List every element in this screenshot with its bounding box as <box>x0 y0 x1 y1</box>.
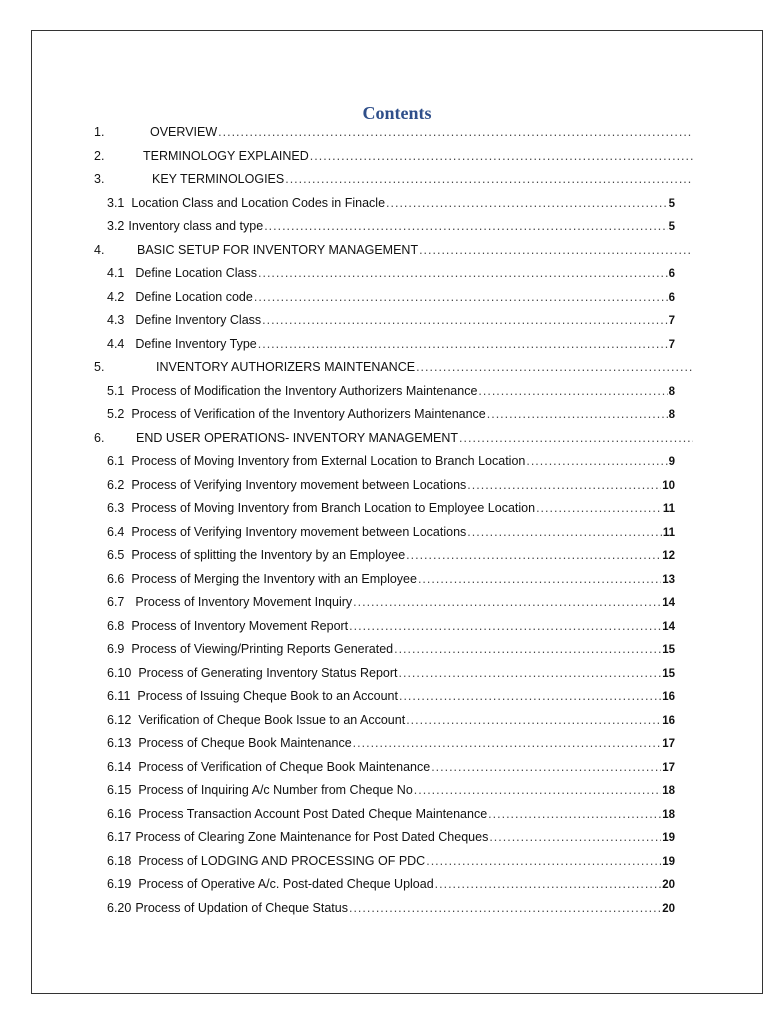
toc-entry[interactable] <box>107 337 675 361</box>
toc-dot-leader <box>459 431 693 445</box>
toc-entry-title: Process of Verifying Inventory movement between Locations <box>131 524 467 539</box>
toc-entry[interactable] <box>107 830 675 854</box>
toc-entry[interactable] <box>107 877 675 901</box>
toc-entry-number: 6.12 <box>107 712 132 727</box>
toc-entry-title: Process of splitting the Inventory by an Employee <box>131 548 406 562</box>
toc-page-number: 20 <box>662 879 675 891</box>
toc-page-number: 11 <box>662 503 675 515</box>
toc-dot-leader <box>399 666 662 680</box>
toc-entry-title: Process of Moving Inventory from External Location to Branch Location <box>131 454 526 468</box>
toc-entry[interactable] <box>107 666 675 690</box>
toc-dot-leader <box>488 807 661 821</box>
toc-entry-number: 1. <box>94 125 105 139</box>
toc-entry-number: 6.16 <box>107 806 132 821</box>
toc-entry-title: Process of Inventory Movement Inquiry <box>135 595 353 609</box>
toc-entry-number: 3.1 <box>107 195 125 210</box>
toc-dot-leader <box>489 830 661 844</box>
toc-entry-number: 6.8 <box>107 618 125 633</box>
toc-entry-number: 6.20 <box>107 900 132 915</box>
toc-entry[interactable] <box>107 384 675 408</box>
toc-entry-number: 6.14 <box>107 759 132 774</box>
toc-entry-title: Process of Moving Inventory from Branch Location to Employee Location <box>131 501 536 515</box>
toc-entry[interactable] <box>107 313 675 337</box>
toc-page-number: 17 <box>662 761 675 774</box>
toc-entry[interactable] <box>107 219 675 243</box>
toc-dot-leader <box>310 149 693 163</box>
toc-entry-number: 6.3 <box>107 501 125 515</box>
toc-entry-title: Process of Inventory Movement Report <box>131 618 349 633</box>
toc-dot-leader <box>399 689 661 703</box>
toc-dot-leader <box>218 125 693 139</box>
toc-entry[interactable] <box>107 713 675 737</box>
toc-entry-number: 6.7 <box>107 595 125 609</box>
toc-entry[interactable] <box>107 501 675 525</box>
toc-entry[interactable] <box>107 595 675 619</box>
toc-entry-title: Process of Issuing Cheque Book to an Account <box>137 689 398 703</box>
toc-entry-title: Define Inventory Type <box>135 336 257 351</box>
document-page <box>31 30 763 994</box>
toc-entry-number: 6.1 <box>107 454 125 468</box>
toc-entry[interactable] <box>94 149 694 173</box>
toc-entry[interactable] <box>107 266 675 290</box>
toc-entry[interactable] <box>107 525 675 549</box>
toc-entry-title: Process of Verifying Inventory movement between Locations <box>131 477 467 492</box>
toc-dot-leader <box>431 760 661 774</box>
toc-entry-title: Define Location Class <box>135 266 257 280</box>
toc-dot-leader <box>349 619 661 633</box>
toc-entry-number: 6.19 <box>107 877 132 891</box>
toc-entry[interactable] <box>107 642 675 666</box>
toc-page-number: 19 <box>662 855 675 868</box>
toc-dot-leader <box>467 525 662 539</box>
toc-dot-leader <box>254 290 668 304</box>
toc-entry-number: 4.3 <box>107 313 125 327</box>
toc-page-number: 7 <box>668 315 675 327</box>
toc-entry-number: 6.11 <box>107 689 131 703</box>
toc-entry-title: TERMINOLOGY EXPLAINED <box>143 148 309 163</box>
toc-page-number: 9 <box>668 456 675 468</box>
toc-entry[interactable] <box>107 572 675 596</box>
toc-entry[interactable] <box>94 431 694 455</box>
toc-dot-leader <box>349 901 661 915</box>
toc-page-number: 14 <box>662 597 675 609</box>
toc-entry-number: 5. <box>94 360 105 374</box>
toc-entry-title: END USER OPERATIONS- INVENTORY MANAGEMENT <box>136 430 459 445</box>
toc-dot-leader <box>536 501 662 515</box>
toc-entry-title: Verification of Cheque Book Issue to an Account <box>138 712 406 727</box>
toc-dot-leader <box>264 219 667 233</box>
toc-entry-number: 6.9 <box>107 642 125 656</box>
toc-dot-leader <box>526 454 667 468</box>
toc-entry[interactable] <box>94 125 694 149</box>
toc-dot-leader <box>262 313 667 327</box>
toc-entry[interactable] <box>94 243 694 267</box>
toc-page-number: 19 <box>662 832 675 844</box>
toc-dot-leader <box>258 337 668 351</box>
toc-entry-number: 5.1 <box>107 383 125 398</box>
toc-entry[interactable] <box>107 783 675 807</box>
toc-entry-number: 6.2 <box>107 477 125 492</box>
toc-page-number: 14 <box>662 620 675 633</box>
toc-page-number: 16 <box>662 691 675 703</box>
toc-dot-leader <box>285 172 693 186</box>
toc-entry-number: 3. <box>94 172 105 186</box>
toc-entry-number: 4.1 <box>107 266 125 280</box>
toc-page-number: 6 <box>668 291 675 304</box>
toc-entry-title: KEY TERMINOLOGIES <box>152 172 285 186</box>
toc-dot-leader <box>467 478 661 492</box>
toc-entry-number: 6.15 <box>107 783 132 797</box>
toc-entry-number: 6.5 <box>107 548 125 562</box>
toc-entry[interactable] <box>107 196 675 220</box>
toc-dot-leader <box>258 266 668 280</box>
toc-page-number: 5 <box>668 221 675 233</box>
toc-entry-title: Process of Viewing/Printing Reports Generated <box>131 642 394 656</box>
toc-page-number: 13 <box>662 573 675 586</box>
toc-entry[interactable] <box>107 619 675 643</box>
toc-entry[interactable] <box>94 172 694 196</box>
toc-entry-title: Process of Modification the Inventory Authorizers Maintenance <box>131 383 478 398</box>
toc-entry-title: Process of Verification of the Inventory Authorizers Maintenance <box>131 407 486 421</box>
toc-entry[interactable] <box>107 407 675 431</box>
toc-dot-leader <box>426 854 661 868</box>
toc-entry[interactable] <box>107 478 675 502</box>
toc-entry-number: 6.18 <box>107 853 132 868</box>
toc-entry-title: Process of Clearing Zone Maintenance for Post Dated Cheques <box>135 830 489 844</box>
toc-entry-title: Process Transaction Account Post Dated Cheque Maintenance <box>138 806 488 821</box>
toc-entry[interactable] <box>107 760 675 784</box>
toc-dot-leader <box>406 548 661 562</box>
toc-entry-number: 6.13 <box>107 736 132 750</box>
toc-page-number: 15 <box>662 644 675 656</box>
toc-entry-title: Process of Operative A/c. Post-dated Cheque Upload <box>138 877 434 891</box>
toc-dot-leader <box>418 572 661 586</box>
toc-entry-title: Define Inventory Class <box>135 313 262 327</box>
toc-entry-number: 4.2 <box>107 289 125 304</box>
toc-page-number: 18 <box>662 785 675 797</box>
toc-page-number: 15 <box>662 667 675 680</box>
toc-entry-number: 2. <box>94 148 105 163</box>
toc-entry[interactable] <box>107 807 675 831</box>
toc-page-number: 11 <box>662 526 675 539</box>
toc-dot-leader <box>406 713 661 727</box>
toc-dot-leader <box>487 407 668 421</box>
toc-dot-leader <box>394 642 661 656</box>
toc-entry-number: 6. <box>94 430 105 445</box>
toc-entry-title: Process of Updation of Cheque Status <box>135 900 348 915</box>
toc-entry[interactable] <box>107 854 675 878</box>
toc-page-number: 10 <box>662 479 675 492</box>
toc-page-number: 6 <box>668 268 675 280</box>
toc-title: Contents <box>362 103 432 123</box>
toc-entry-title: Process of LODGING AND PROCESSING OF PDC <box>138 853 426 868</box>
toc-entry-number: 6.4 <box>107 524 125 539</box>
toc-entry-title: OVERVIEW <box>150 125 218 139</box>
toc-dot-leader <box>478 384 667 398</box>
toc-entry[interactable] <box>107 901 675 925</box>
toc-entry-title: BASIC SETUP FOR INVENTORY MANAGEMENT <box>137 242 419 257</box>
toc-dot-leader <box>386 196 668 210</box>
toc-entry[interactable] <box>107 689 675 713</box>
toc-entry-number: 4. <box>94 242 105 257</box>
toc-dot-leader <box>416 360 693 374</box>
toc-dot-leader <box>353 736 662 750</box>
toc-dot-leader <box>353 595 661 609</box>
toc-entry-title: Process of Verification of Cheque Book Maintenance <box>138 759 431 774</box>
toc-entry-number: 6.17 <box>107 830 132 844</box>
toc-page-number: 7 <box>668 338 675 351</box>
toc-entry-number: 6.10 <box>107 665 132 680</box>
toc-page-number: 16 <box>662 714 675 727</box>
toc-page-number: 20 <box>662 902 675 915</box>
toc-page-number: 8 <box>668 409 675 421</box>
toc-entry-title: Location Class and Location Codes in Finacle <box>131 195 386 210</box>
toc-entry-title: Process of Inquiring A/c Number from Cheque No <box>138 783 413 797</box>
toc-entry[interactable] <box>107 454 675 478</box>
toc-entry[interactable] <box>107 548 675 572</box>
toc-entry-title: Process of Merging the Inventory with an Employee <box>131 571 417 586</box>
toc-dot-leader <box>414 783 661 797</box>
toc-entry-number: 6.6 <box>107 571 125 586</box>
toc-page-number: 5 <box>668 197 675 210</box>
toc-entry[interactable] <box>107 290 675 314</box>
toc-entry-title: Define Location code <box>135 289 253 304</box>
toc-entry[interactable] <box>94 360 694 384</box>
toc-dot-leader <box>419 243 693 257</box>
toc-page-number: 8 <box>668 385 675 398</box>
toc-entry-number: 5.2 <box>107 407 125 421</box>
toc-entry-title: Process of Cheque Book Maintenance <box>138 736 352 750</box>
toc-entry-title: INVENTORY AUTHORIZERS MAINTENANCE <box>156 360 416 374</box>
toc-entry-number: 4.4 <box>107 336 125 351</box>
toc-entry-title: Inventory class and type <box>128 219 264 233</box>
toc-page-number: 12 <box>662 550 675 562</box>
toc-entry-number: 3.2 <box>107 219 125 233</box>
toc-page-number: 18 <box>662 808 675 821</box>
toc-entry[interactable] <box>107 736 675 760</box>
toc-entry-title: Process of Generating Inventory Status Report <box>138 665 398 680</box>
toc-page-number: 17 <box>662 738 675 750</box>
toc-dot-leader <box>435 877 662 891</box>
